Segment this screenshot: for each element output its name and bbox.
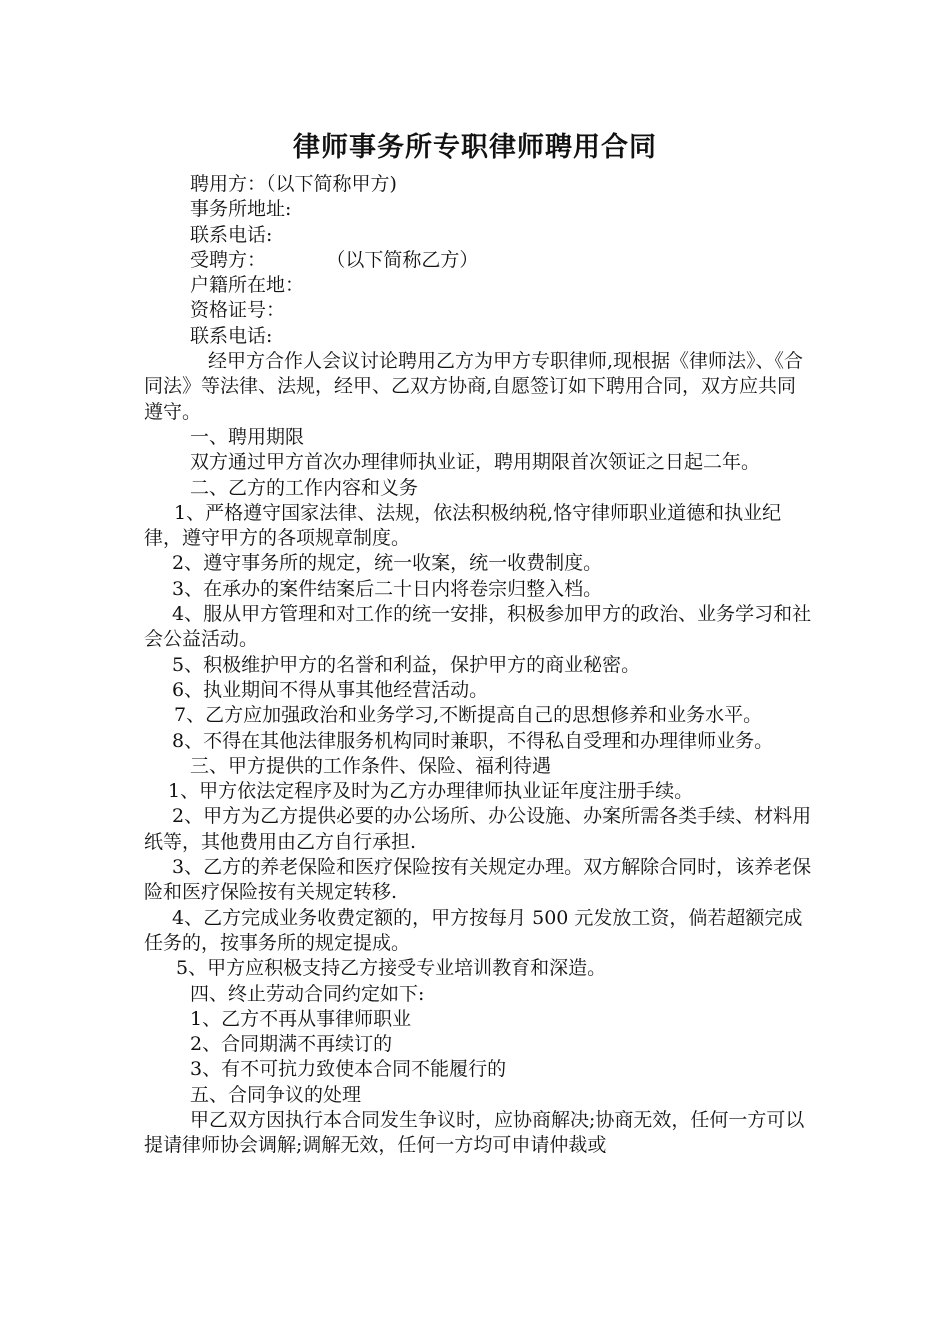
list-item: 7、乙方应加强政治和业务学习,不断提高自己的思想修养和业务水平。 — [174, 704, 763, 727]
list-item: 3、乙方的养老保险和医疗保险按有关规定办理。双方解除合同时，该养老保险和医疗保险按有关规定转移. — [144, 856, 812, 904]
list-item: 5、甲方应积极支持乙方接受专业培训教育和深造。 — [176, 957, 607, 980]
section-heading: 二、乙方的工作内容和义务 — [190, 476, 419, 499]
section-heading: 一、聘用期限 — [190, 425, 305, 448]
document-title: 律师事务所专职律师聘用合同 — [293, 132, 657, 163]
list-item: 1、甲方依法定程序及时为乙方办理律师执业证年度注册手续。 — [168, 780, 694, 803]
employer-phone-field: 联系电话: — [190, 223, 273, 246]
list-item: 1、严格遵守国家法律、法规，依法积极纳税,恪守律师职业道德和执业纪律，遵守甲方的各项规章制度。 — [144, 501, 782, 550]
qualification-number-field: 资格证号： — [190, 299, 286, 322]
section-paragraph: 双方通过甲方首次办理律师执业证，聘用期限首次领证之日起二年。 — [190, 451, 761, 474]
list-item: 3、有不可抗力致使本合同不能履行的 — [190, 1058, 507, 1081]
section-heading: 四、终止劳动合同约定如下: — [190, 982, 425, 1005]
list-item: 3、在承办的案件结案后二十日内将卷宗归整入档。 — [172, 577, 603, 600]
section-heading: 五、合同争议的处理 — [190, 1083, 362, 1106]
list-item: 1、乙方不再从事律师职业 — [190, 1007, 412, 1030]
list-item: 2、甲方为乙方提供必要的办公场所、办公设施、办案所需各类手续、材料用纸等，其他费用由乙方自行承担. — [144, 805, 812, 853]
document-body — [144, 172, 814, 1159]
list-item: 2、遵守事务所的规定，统一收案，统一收费制度。 — [172, 552, 603, 575]
firm-address-field: 事务所地址: — [190, 198, 292, 221]
list-item: 4、乙方完成业务收费定额的，甲方按每月 500 元发放工资，倘若超额完成任务的，按事务所的规定提成。 — [144, 906, 803, 954]
employee-phone-field: 联系电话: — [190, 324, 273, 347]
list-item: 6、执业期间不得从事其他经营活动。 — [172, 678, 489, 701]
list-item: 8、不得在其他法律服务机构同时兼职，不得私自受理和办理律师业务。 — [172, 729, 774, 752]
list-item: 2、合同期满不再续订的 — [190, 1033, 393, 1056]
list-item: 5、积极维护甲方的名誉和利益，保护甲方的商业秘密。 — [172, 653, 641, 676]
employer-field: 聘用方：（以下简称甲方) — [190, 173, 397, 195]
household-registration-field: 户籍所在地： — [190, 274, 305, 297]
section-heading: 三、甲方提供的工作条件、保险、福利待遇 — [190, 754, 552, 777]
section-paragraph: 甲乙双方因执行本合同发生争议时，应协商解决;协商无效，任何一方可以提请律师协会调解;调解无效，任何一方均可申请仲裁或 — [144, 1108, 805, 1157]
intro-paragraph: 经甲方合作人会议讨论聘用乙方为甲方专职律师,现根据《律师法》、《合同法》等法律、法规，经甲、乙双方协商,自愿签订如下聘用合同，双方应共同遵守。 — [144, 350, 804, 423]
list-item: 4、服从甲方管理和对工作的统一安排，积极参加甲方的政治、业务学习和社会公益活动。 — [144, 603, 812, 651]
employee-field: 受聘方： （以下简称乙方） — [190, 248, 479, 271]
